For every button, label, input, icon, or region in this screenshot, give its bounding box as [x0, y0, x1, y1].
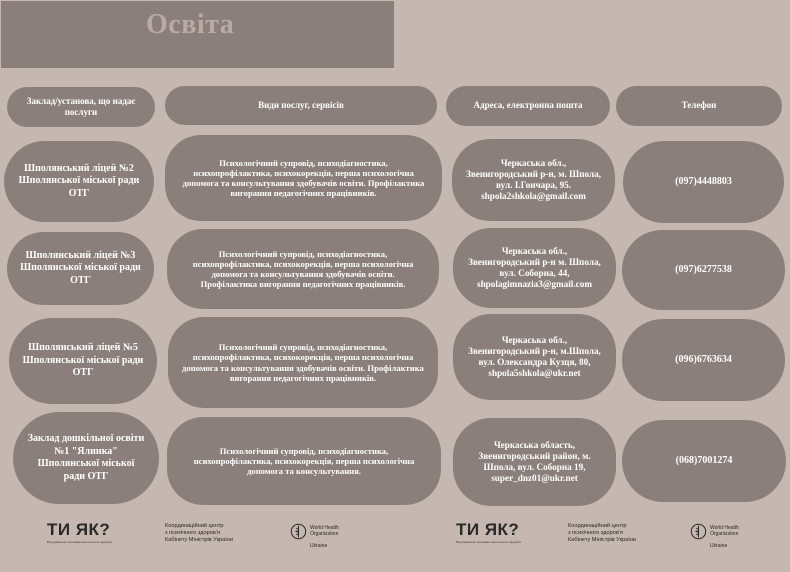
tiyak-logo-text: ТИ ЯК? — [456, 520, 520, 539]
title-banner — [1, 1, 394, 68]
who-logo-right — [690, 523, 739, 549]
page-title: Освіта — [146, 9, 235, 40]
who-logo-left — [290, 523, 339, 549]
row-1-address: Черкаська обл., Звенигородський р-н, м. Шпола, вул. І.Гончара, 95. shpola2shkola@gmail.com — [452, 139, 615, 221]
coord-line-1: Координаційний центр — [165, 523, 224, 529]
row-4-address: Черкаська область, Звенигородський район, м. Шпола, вул. Соборна 19, super_dnz01@ukr.net — [453, 418, 616, 506]
who-country-left: Ukraine — [310, 543, 328, 549]
who-line-2: Organization — [310, 530, 339, 537]
who-emblem-icon — [690, 523, 707, 540]
who-line-2: Organization — [710, 530, 739, 537]
header-services: Види послуг, сервісів — [165, 86, 437, 125]
tiyak-subtitle: Всеукраїнська програма ментального здоров'я — [456, 540, 522, 544]
row-2-address: Черкаська обл., Звенигородський р-н м. Шпола, вул. Соборна, 44, shpolagimnazia3@gmail.com — [453, 228, 616, 308]
row-3-phone: (096)6763634 — [622, 319, 785, 401]
coord-line-3: Кабінету Міністрів України — [165, 536, 234, 543]
row-1-institution: Шполянський ліцей №2 Шполянської міської ради ОТГ — [4, 141, 154, 222]
who-emblem-icon — [290, 523, 307, 540]
coordination-center-right — [568, 523, 636, 544]
who-line-1: World Health — [310, 524, 339, 531]
coord-line-2: з психічного здоров'я — [165, 529, 220, 536]
row-3-address: Черкаська обл., Звенигородський р-н, м.Шпола, вул. Олександра Кузця, 80, shpola5shkola@ukr.net — [453, 314, 616, 400]
row-3-services: Психологічний супровід, психодіагностика, психопрофілактика, психокорекція, перша психологічна допомога та консультування здобувачів освіти. Профілактика вигорання педагогічних працівників. — [168, 317, 438, 408]
row-2-institution: Шполянський ліцей №3 Шполянської міської ради ОТГ — [7, 232, 154, 305]
coord-line-1: Координаційний центр — [568, 523, 627, 529]
tiyak-subtitle: Всеукраїнська програма ментального здоров'я — [47, 540, 113, 544]
coord-line-3: Кабінету Міністрів України — [568, 536, 637, 543]
row-4-institution: Заклад дошкільної освіти №1 "Ялинка" Шполянської міської ради ОТГ — [13, 412, 159, 504]
header-address: Адреса, електронна пошта — [446, 86, 610, 126]
row-1-phone: (097)4448803 — [623, 141, 784, 223]
header-institution: Заклад/установа, що надає послуги — [7, 87, 155, 127]
row-4-services: Психологічний супровід, психодіагностика, психопрофілактика, психокорекція, перша психологічна допомога та консультування. — [167, 417, 441, 505]
tiyak-logo-left — [47, 520, 137, 545]
row-1-services: Психологічний супровід, психодіагностика, психопрофілактика, психокорекція, перша психологічна допомога та консультування здобувачів освіти. Профілактика вигорання педагогічних працівників. — [165, 135, 442, 221]
who-country-right: Ukraine — [710, 543, 728, 549]
tiyak-logo-right — [456, 520, 546, 545]
row-2-phone: (097)6277538 — [622, 230, 785, 310]
tiyak-logo-text: ТИ ЯК? — [47, 520, 111, 539]
who-line-1: World Health — [710, 524, 739, 531]
row-4-phone: (068)7001274 — [622, 420, 786, 502]
row-2-services: Психологічний супровід, психодіагностика, психопрофілактика, психокорекція, перша психологічна допомога та консультування здобувачів освіти. Профілактика вигорання педагогічних працівників. — [167, 229, 439, 309]
row-3-institution: Шполянський ліцей №5 Шполянської міської ради ОТГ — [9, 318, 157, 404]
coordination-center-left — [165, 523, 233, 544]
coord-line-2: з психічного здоров'я — [568, 529, 623, 536]
header-phone: Телефон — [616, 86, 782, 126]
